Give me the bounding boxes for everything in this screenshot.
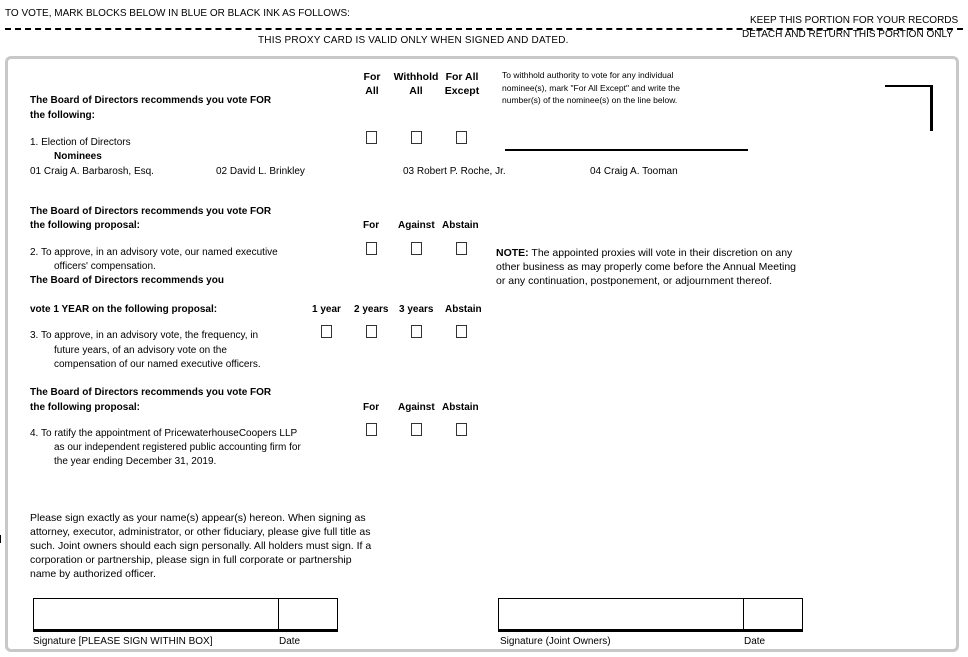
section1-recommend-line1: The Board of Directors recommends you vote FOR — [30, 95, 272, 106]
section3-recommend-line2: vote 1 YEAR on the following proposal: — [30, 304, 218, 315]
corner-mark — [885, 85, 933, 131]
item3-abstain-checkbox[interactable] — [456, 325, 467, 338]
nominees-label: Nominees — [54, 151, 102, 162]
item3-2years-checkbox[interactable] — [366, 325, 377, 338]
section4-col-for: For — [363, 402, 380, 413]
item4-line3: the year ending December 31, 2019. — [54, 456, 217, 467]
col-for-all-except: For All Except — [444, 71, 480, 97]
primary-date-divider — [278, 599, 279, 629]
section2-recommend-line1: The Board of Directors recommends you vote FOR — [30, 206, 272, 217]
note-text: The appointed proxies will vote in their discretion on any other business as may properly come before the Annual Meeting or any continuation, postponement, or adjournment thereof. — [496, 247, 797, 287]
joint-date-label: Date — [744, 636, 766, 647]
nominee-02: 02 David L. Brinkley — [216, 166, 305, 177]
section4-recommend-line2: the following proposal: — [30, 402, 140, 413]
section4-col-abstain: Abstain — [442, 402, 479, 413]
vote-instruction: TO VOTE, MARK BLOCKS BELOW IN BLUE OR BLACK INK AS FOLLOWS: — [5, 8, 350, 19]
item3-line1: 3. To approve, in an advisory vote, the frequency, in — [30, 330, 259, 341]
item3-1year-checkbox[interactable] — [321, 325, 332, 338]
joint-date-divider — [743, 599, 744, 629]
item1-for-all-checkbox[interactable] — [366, 131, 377, 144]
item4-line1: 4. To ratify the appointment of PricewaterhouseCoopers LLP — [30, 428, 298, 439]
joint-signature-label: Signature (Joint Owners) — [500, 636, 611, 647]
item2-line1: 2. To approve, in an advisory vote, our named executive — [30, 247, 278, 258]
nominee-exception-line[interactable] — [505, 149, 748, 151]
section2-col-against: Against — [398, 220, 435, 231]
item2-line2: officers' compensation. — [54, 261, 156, 272]
primary-signature-box[interactable] — [33, 598, 338, 632]
note-label: NOTE: — [496, 247, 529, 259]
section3-col-3years: 3 years — [399, 304, 434, 315]
item1-for-all-except-checkbox[interactable] — [456, 131, 467, 144]
sign-instructions: Please sign exactly as your name(s) appear(s) hereon. When signing as attorney, executor, administrator, or other fiduciary, please give full title as such. Joint owners should each sign personally. All holders must sign. If a corporation or partnership, please sign in full corporate or partnership name by authorized officer. — [30, 512, 372, 580]
detach-label: DETACH AND RETURN THIS PORTION ONLY — [742, 29, 953, 40]
section2-col-for: For — [363, 220, 380, 231]
item4-against-checkbox[interactable] — [411, 423, 422, 436]
section3-col-1year: 1 year — [312, 304, 341, 315]
col-for-all: For All — [363, 71, 381, 97]
section2-recommend-line2: the following proposal: — [30, 220, 140, 231]
col-withhold-all: Withhold All — [393, 71, 439, 97]
item4-for-checkbox[interactable] — [366, 423, 377, 436]
joint-signature-box[interactable] — [498, 598, 803, 632]
item1-withhold-all-checkbox[interactable] — [411, 131, 422, 144]
section4-recommend-line1: The Board of Directors recommends you vote FOR — [30, 387, 272, 398]
item4-abstain-checkbox[interactable] — [456, 423, 467, 436]
item4-line2: as our independent registered public accounting firm for — [54, 442, 301, 453]
nominee-01: 01 Craig A. Barbarosh, Esq. — [30, 166, 154, 177]
item1-label: 1. Election of Directors — [30, 137, 131, 148]
validity-notice: THIS PROXY CARD IS VALID ONLY WHEN SIGNED AND DATED. — [258, 35, 569, 46]
margin-tick — [0, 535, 1, 543]
item3-line2: future years, of an advisory vote on the — [54, 345, 227, 356]
section3-recommend-line1: The Board of Directors recommends you — [30, 275, 224, 286]
item2-against-checkbox[interactable] — [411, 242, 422, 255]
item2-abstain-checkbox[interactable] — [456, 242, 467, 255]
section3-col-abstain: Abstain — [445, 304, 482, 315]
keep-portion-label: KEEP THIS PORTION FOR YOUR RECORDS — [750, 15, 959, 26]
note-paragraph — [496, 246, 802, 288]
primary-date-label: Date — [279, 636, 301, 647]
withhold-authority-note: To withhold authority to vote for any individual nominee(s), mark "For All Except" and write the number(s) of the nominee(s) on the line below. — [502, 70, 680, 105]
nominee-04: 04 Craig A. Tooman — [590, 166, 678, 177]
item2-for-checkbox[interactable] — [366, 242, 377, 255]
section1-recommend-line2: the following: — [30, 110, 95, 121]
section3-col-2years: 2 years — [354, 304, 389, 315]
section4-col-against: Against — [398, 402, 435, 413]
item3-3years-checkbox[interactable] — [411, 325, 422, 338]
nominee-03: 03 Robert P. Roche, Jr. — [403, 166, 506, 177]
primary-signature-label: Signature [PLEASE SIGN WITHIN BOX] — [33, 636, 213, 647]
item3-line3: compensation of our named executive officers. — [54, 359, 261, 370]
section2-col-abstain: Abstain — [442, 220, 479, 231]
